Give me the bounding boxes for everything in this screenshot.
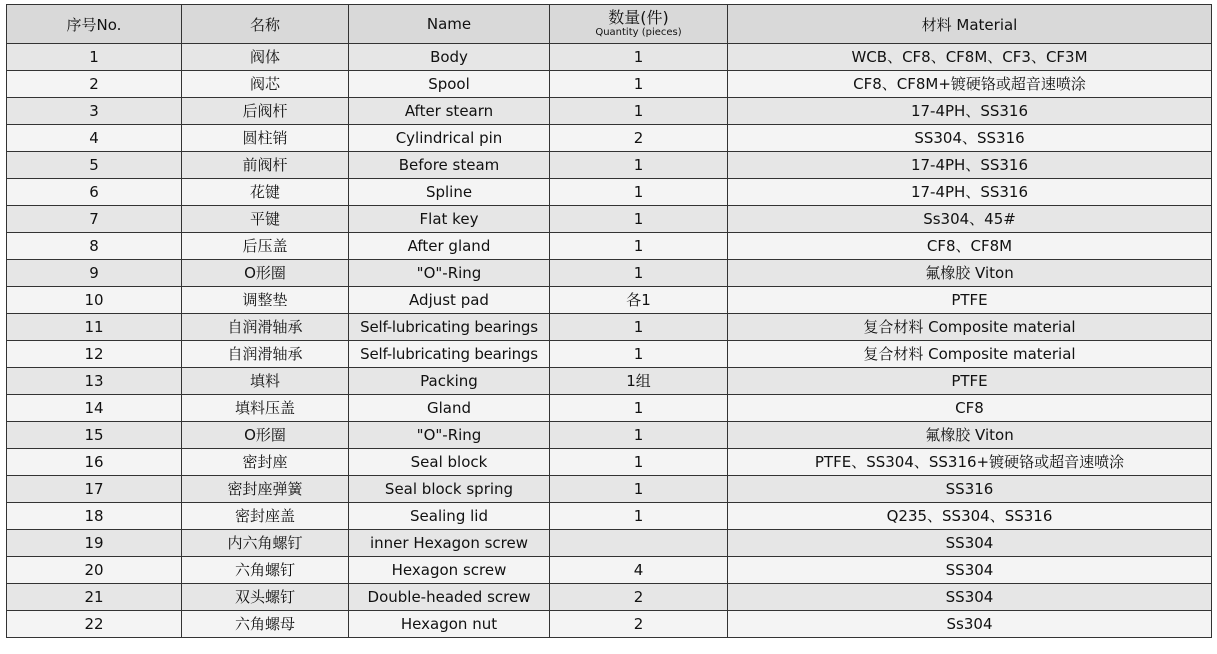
cell-quantity: 1组 [550,368,728,395]
cell-quantity: 1 [550,395,728,422]
cell-quantity: 1 [550,206,728,233]
cell-quantity: 1 [550,503,728,530]
cell-no: 16 [7,449,182,476]
header-name: Name [349,5,550,44]
header-no: 序号No. [7,5,182,44]
header-material: 材料 Material [728,5,1212,44]
cell-no: 22 [7,611,182,638]
cell-no: 2 [7,71,182,98]
cell-name: Double-headed screw [349,584,550,611]
header-quantity-sub: Quantity (pieces) [595,27,682,38]
table-row [7,341,1212,368]
cell-name: Hexagon nut [349,611,550,638]
cell-no: 11 [7,314,182,341]
table-row [7,395,1212,422]
cell-no: 1 [7,44,182,71]
cell-cn-name: 六角螺母 [182,611,349,638]
cell-cn-name: 阀芯 [182,71,349,98]
cell-quantity [550,530,728,557]
table-row [7,584,1212,611]
cell-material: Ss304 [728,611,1212,638]
table-row [7,314,1212,341]
cell-name: Flat key [349,206,550,233]
header-quantity-main: 数量(件) [608,8,669,27]
cell-name: Cylindrical pin [349,125,550,152]
table-row [7,422,1212,449]
cell-no: 6 [7,179,182,206]
cell-cn-name: 密封座盖 [182,503,349,530]
cell-cn-name: 调整垫 [182,287,349,314]
cell-no: 18 [7,503,182,530]
cell-material: Ss304、45# [728,206,1212,233]
cell-material: CF8、CF8M [728,233,1212,260]
cell-quantity: 1 [550,449,728,476]
table-row [7,233,1212,260]
cell-no: 10 [7,287,182,314]
cell-no: 15 [7,422,182,449]
cell-material: WCB、CF8、CF8M、CF3、CF3M [728,44,1212,71]
cell-name: Packing [349,368,550,395]
cell-no: 3 [7,98,182,125]
cell-cn-name: 填料 [182,368,349,395]
cell-material: CF8、CF8M+镀硬铬或超音速喷涂 [728,71,1212,98]
cell-name: Self-lubricating bearings [349,341,550,368]
table-row [7,179,1212,206]
cell-cn-name: 前阀杆 [182,152,349,179]
cell-name: Self-lubricating bearings [349,314,550,341]
cell-no: 17 [7,476,182,503]
cell-cn-name: 填料压盖 [182,395,349,422]
header-row [7,5,1212,44]
cell-quantity: 1 [550,44,728,71]
cell-cn-name: 双头螺钉 [182,584,349,611]
table-row [7,503,1212,530]
cell-quantity: 1 [550,422,728,449]
cell-material: 17-4PH、SS316 [728,98,1212,125]
cell-material: SS316 [728,476,1212,503]
cell-quantity: 1 [550,314,728,341]
cell-material: SS304 [728,584,1212,611]
cell-no: 13 [7,368,182,395]
cell-material: 17-4PH、SS316 [728,179,1212,206]
table-row [7,449,1212,476]
cell-name: Body [349,44,550,71]
cell-cn-name: 后压盖 [182,233,349,260]
cell-quantity: 2 [550,584,728,611]
table-row [7,530,1212,557]
cell-cn-name: 阀体 [182,44,349,71]
cell-name: Sealing lid [349,503,550,530]
cell-quantity: 1 [550,98,728,125]
table-row [7,206,1212,233]
cell-cn-name: 平键 [182,206,349,233]
table-row [7,125,1212,152]
cell-material: PTFE、SS304、SS316+镀硬铬或超音速喷涂 [728,449,1212,476]
table-body [7,44,1212,638]
cell-no: 20 [7,557,182,584]
cell-no: 12 [7,341,182,368]
cell-quantity: 1 [550,233,728,260]
cell-name: After gland [349,233,550,260]
cell-cn-name: 六角螺钉 [182,557,349,584]
cell-no: 8 [7,233,182,260]
cell-name: Spool [349,71,550,98]
cell-material: 氟橡胶 Viton [728,422,1212,449]
cell-no: 4 [7,125,182,152]
cell-cn-name: 密封座弹簧 [182,476,349,503]
cell-quantity: 2 [550,611,728,638]
cell-cn-name: 自润滑轴承 [182,341,349,368]
cell-name: inner Hexagon screw [349,530,550,557]
cell-name: Adjust pad [349,287,550,314]
cell-material: CF8 [728,395,1212,422]
cell-material: PTFE [728,368,1212,395]
cell-material: 复合材料 Composite material [728,314,1212,341]
table-row [7,476,1212,503]
cell-quantity: 4 [550,557,728,584]
cell-material: 17-4PH、SS316 [728,152,1212,179]
cell-name: "O"-Ring [349,260,550,287]
table-row [7,152,1212,179]
cell-no: 9 [7,260,182,287]
cell-material: PTFE [728,287,1212,314]
cell-no: 14 [7,395,182,422]
cell-material: 复合材料 Composite material [728,341,1212,368]
cell-cn-name: 密封座 [182,449,349,476]
cell-quantity: 各1 [550,287,728,314]
cell-cn-name: O形圈 [182,422,349,449]
cell-no: 19 [7,530,182,557]
parts-table [6,4,1212,638]
cell-cn-name: O形圈 [182,260,349,287]
cell-material: SS304、SS316 [728,125,1212,152]
table-row [7,71,1212,98]
cell-quantity: 1 [550,179,728,206]
cell-name: Hexagon screw [349,557,550,584]
cell-quantity: 2 [550,125,728,152]
cell-material: 氟橡胶 Viton [728,260,1212,287]
cell-name: "O"-Ring [349,422,550,449]
table-row [7,98,1212,125]
cell-quantity: 1 [550,476,728,503]
cell-material: Q235、SS304、SS316 [728,503,1212,530]
table-row [7,260,1212,287]
cell-cn-name: 后阀杆 [182,98,349,125]
cell-cn-name: 花键 [182,179,349,206]
cell-quantity: 1 [550,260,728,287]
table-header [7,5,1212,44]
cell-cn-name: 自润滑轴承 [182,314,349,341]
cell-no: 21 [7,584,182,611]
cell-name: After stearn [349,98,550,125]
header-quantity [550,5,728,44]
cell-name: Before steam [349,152,550,179]
table-row [7,557,1212,584]
cell-quantity: 1 [550,152,728,179]
cell-name: Spline [349,179,550,206]
cell-material: SS304 [728,530,1212,557]
cell-name: Gland [349,395,550,422]
cell-material: SS304 [728,557,1212,584]
table-row [7,611,1212,638]
header-cn-name: 名称 [182,5,349,44]
table-row [7,44,1212,71]
cell-name: Seal block [349,449,550,476]
cell-cn-name: 内六角螺钉 [182,530,349,557]
table-row [7,368,1212,395]
table-row [7,287,1212,314]
cell-quantity: 1 [550,71,728,98]
cell-no: 7 [7,206,182,233]
cell-no: 5 [7,152,182,179]
cell-cn-name: 圆柱销 [182,125,349,152]
cell-quantity: 1 [550,341,728,368]
cell-name: Seal block spring [349,476,550,503]
